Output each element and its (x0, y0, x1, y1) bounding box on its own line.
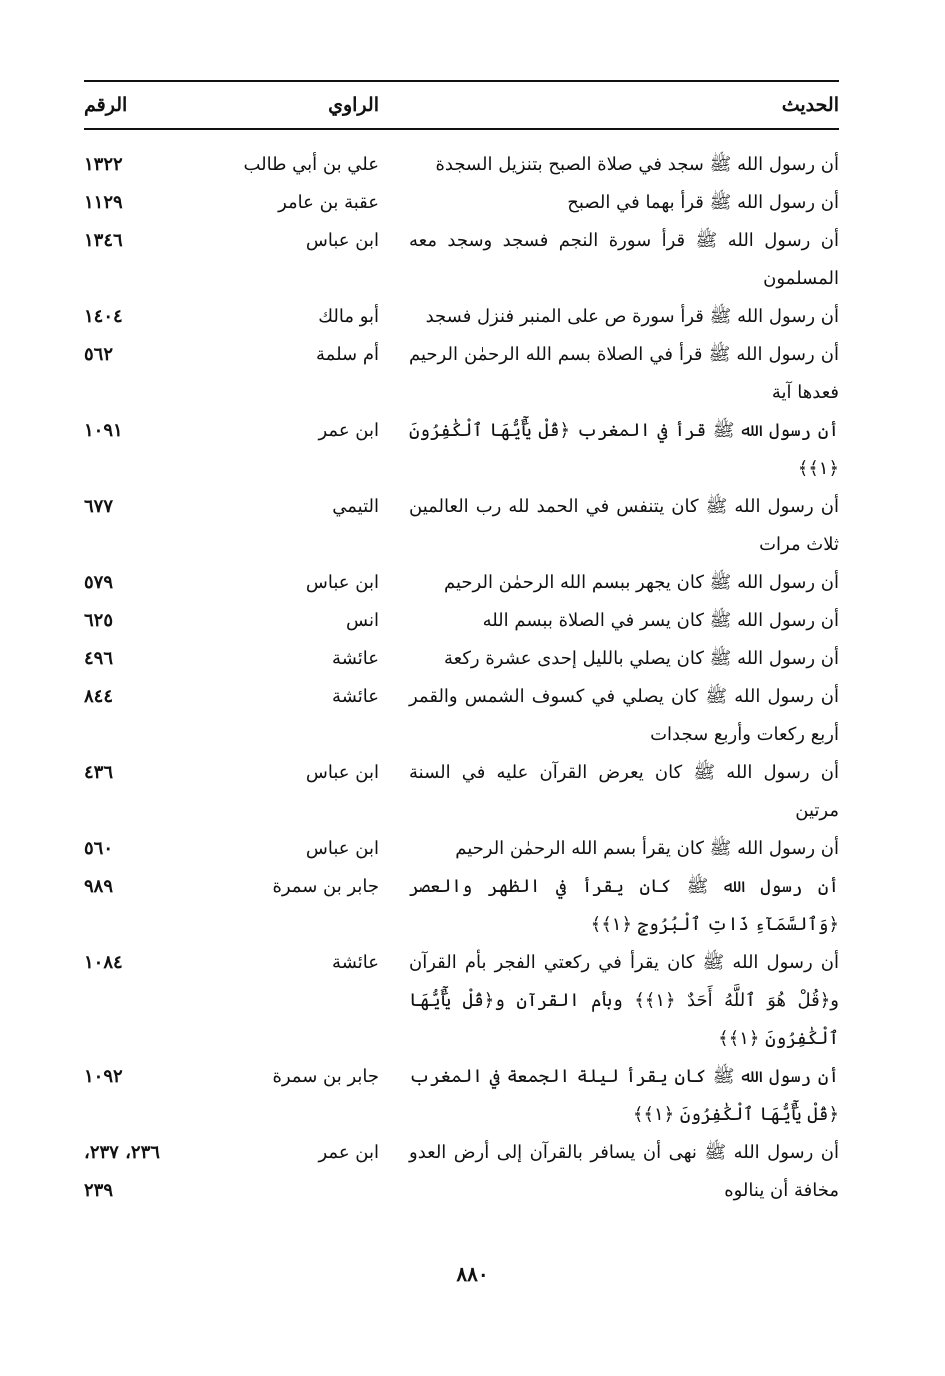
hadith-text: أن رسول الله ﷺ قرأ سورة النجم فسجد وسجد معه المسلمون (409, 230, 839, 289)
hadith-text: أن رسول الله ﷺ كان يصلي بالليل إحدى عشرة ركعة (444, 648, 839, 669)
hadith-number: ١١٢٩ (84, 192, 123, 213)
hadith-text: أن رسول الله ﷺ كان يصلي في كسوف الشمس والقمر أربع ركعات وأربع سجدات (409, 686, 839, 745)
hadith-number: ١٠٨٤ (84, 952, 123, 973)
rawi-name: ابن عباس (305, 762, 379, 783)
table-header (84, 82, 839, 130)
hadith-text: أن رسول الله ﷺ كان يجهر ببسم الله الرحمٰن الرحيم (443, 572, 839, 593)
rawi-name: ابن عباس (305, 838, 379, 859)
table-row (84, 678, 839, 754)
rawi-name: ابن عباس (305, 572, 379, 593)
table-row (84, 868, 839, 944)
hadith-number: ٥٦٢ (84, 344, 114, 365)
hadith-number: ٥٧٩ (84, 572, 114, 593)
rawi-name: أم سلمة (316, 344, 379, 365)
index-table (84, 80, 839, 1210)
hadith-text: أن رسول الله ﷺ قرأ بهما في الصبح (567, 192, 839, 213)
hadith-text: أن رسول الله ﷺ قرأ سورة ص على المنبر فنزل فسجد (425, 306, 839, 327)
table-row (84, 944, 839, 1058)
hadith-text: أن رسول الله ﷺ كان يسر في الصلاة ببسم الله (482, 610, 839, 631)
hadith-number: ١٤٠٤ (84, 306, 123, 327)
page-number: ٨٨٠ (456, 1262, 489, 1286)
hadith-text: أن رسول الله ﷺ كان يعرض القرآن عليه في السنة مرتين (409, 762, 839, 821)
table-row (84, 564, 839, 602)
header-rawi: الراوي (328, 94, 379, 116)
table-row (84, 298, 839, 336)
rawi-name: عقبة بن عامر (278, 192, 379, 213)
table-row (84, 146, 839, 184)
hadith-number: ٦٧٧ (84, 496, 114, 517)
hadith-number: ١٣٤٦ (84, 230, 123, 251)
hadith-text: أن رسول الله ﷺ قرأ في المغرب ﴿قُلْ يَٰٓأَيُّهَا ٱلْكَٰفِرُونَ ﴿١﴾﴾ (409, 420, 839, 479)
table-row (84, 1058, 839, 1134)
rawi-name: انس (346, 610, 379, 631)
rawi-name: علي بن أبي طالب (243, 154, 379, 175)
rawi-name: ابن عباس (305, 230, 379, 251)
hadith-number: ٢٣٦، ٢٣٧، ٢٣٩ (84, 1142, 160, 1201)
table-row (84, 336, 839, 412)
hadith-text: أن رسول الله ﷺ كان يقرأ بسم الله الرحمٰن الرحيم (455, 838, 839, 859)
table-row (84, 184, 839, 222)
rawi-name: عائشة (332, 686, 379, 707)
rawi-name: جابر بن سمرة (272, 876, 379, 897)
hadith-number: ٦٢٥ (84, 610, 114, 631)
rawi-name: جابر بن سمرة (272, 1066, 379, 1087)
rawi-name: ابن عمر (318, 420, 379, 441)
hadith-text: أن رسول الله ﷺ كان يتنفس في الحمد لله رب العالمين ثلاث مرات (409, 496, 839, 555)
table-row (84, 1134, 839, 1210)
header-hadith: الحديث (781, 94, 839, 116)
hadith-number: ٩٨٩ (84, 876, 114, 897)
hadith-text: أن رسول الله ﷺ سجد في صلاة الصبح بتنزيل السجدة (435, 154, 839, 175)
hadith-number: ١٠٩١ (84, 420, 123, 441)
hadith-text: أن رسول الله ﷺ كان يقرأ ليلة الجمعة في المغرب ﴿قُلْ يَٰٓأَيُّهَا ٱلْكَٰفِرُونَ ﴿١﴾﴾ (409, 1066, 839, 1125)
table-row (84, 222, 839, 298)
hadith-text: أن رسول الله ﷺ نهى أن يسافر بالقرآن إلى أرض العدو مخافة أن ينالوه (409, 1142, 839, 1201)
table-row (84, 602, 839, 640)
header-number: الرقم (84, 94, 128, 116)
hadith-number: ١٠٩٢ (84, 1066, 123, 1087)
rawi-name: التيمي (332, 496, 379, 517)
hadith-text: أن رسول الله ﷺ قرأ في الصلاة بسم الله الرحمٰن الرحيم فعدها آية (409, 344, 839, 403)
table-row (84, 640, 839, 678)
table-row (84, 830, 839, 868)
hadith-number: ١٣٢٢ (84, 154, 123, 175)
table-row (84, 412, 839, 488)
rawi-name: أبو مالك (318, 306, 379, 327)
table-body (84, 146, 839, 1210)
hadith-number: ٤٣٦ (84, 762, 114, 783)
hadith-text: أن رسول الله ﷺ كان يقرأ في الظهر والعصر ﴿وَٱلسَّمَآءِ ذَاتِ ٱلْبُرُوجِ ﴿١﴾﴾ (409, 876, 839, 935)
table-row (84, 488, 839, 564)
hadith-number: ٥٦٠ (84, 838, 114, 859)
rawi-name: ابن عمر (318, 1142, 379, 1163)
hadith-number: ٨٤٤ (84, 686, 114, 707)
table-row (84, 754, 839, 830)
hadith-text: أن رسول الله ﷺ كان يقرأ في ركعتي الفجر بأم القرآن و﴿قُلْ هُوَ ٱللَّهُ أَحَدٌ ﴿١﴾﴾ وبأم القرآن و﴿قُلْ يَٰٓأَيُّهَا ٱلْكَٰفِرُونَ ﴿١﴾﴾ (409, 952, 839, 1049)
rawi-name: عائشة (332, 648, 379, 669)
hadith-number: ٤٩٦ (84, 648, 114, 669)
rawi-name: عائشة (332, 952, 379, 973)
